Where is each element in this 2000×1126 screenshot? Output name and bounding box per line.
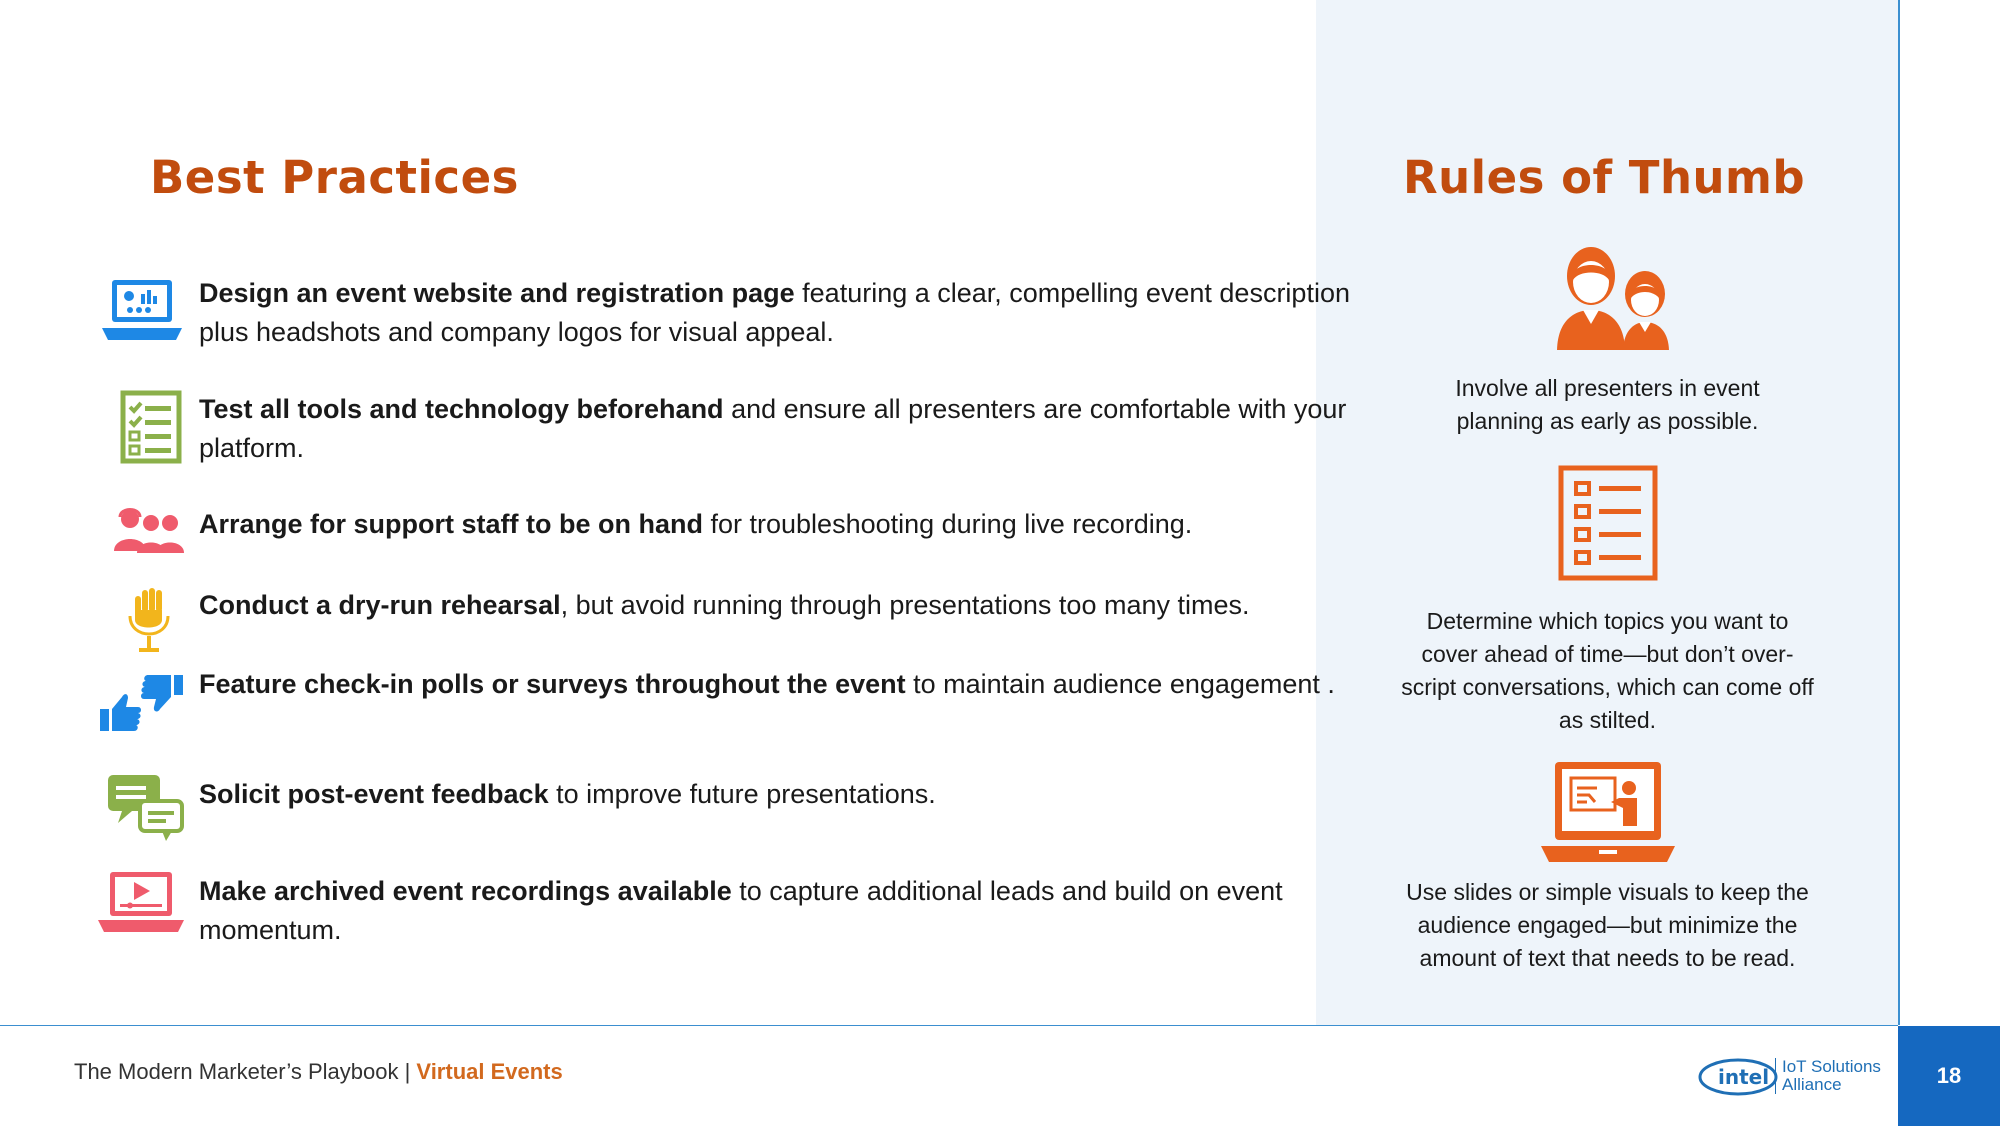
best-practice-item [96, 775, 1296, 865]
intel-logo-text: intel [1718, 1065, 1770, 1089]
item-bold-text: Feature check-in polls or surveys throughout the event [199, 669, 906, 699]
rule-item [1316, 465, 1899, 737]
microphone-hand-icon [96, 586, 188, 666]
footer-separator: | [404, 1059, 411, 1084]
item-bold-text: Arrange for support staff to be on hand [199, 509, 703, 539]
footer-doc-title [74, 1059, 563, 1085]
checklist-icon [96, 390, 188, 470]
chat-bubbles-icon [96, 775, 188, 855]
item-bold-text: Conduct a dry-run rehearsal [199, 590, 561, 620]
topics-list-icon [1556, 465, 1660, 581]
page-number: 18 [1898, 1026, 2000, 1126]
laptop-video-icon [96, 872, 188, 952]
rules-of-thumb-title: Rules of Thumb [1403, 151, 1806, 204]
rule-item [1316, 236, 1899, 438]
best-practice-item [96, 390, 1347, 480]
item-text: featuring a clear, compelling event description plus headshots and company logos for visual appeal. [199, 278, 1350, 347]
laptop-dashboard-icon [96, 274, 188, 354]
support-team-icon [96, 505, 188, 585]
rule-item [1316, 762, 1899, 975]
item-text: , but avoid running through presentations too many times. [560, 590, 1250, 620]
thumbs-up-down-icon [96, 665, 188, 745]
item-text: for troubleshooting during live recording. [703, 509, 1193, 539]
logo-line-1: IoT Solutions [1782, 1057, 1881, 1076]
item-bold-text: Test all tools and technology beforehand [199, 394, 724, 424]
presenters-icon [1543, 236, 1673, 350]
best-practice-item [96, 872, 1296, 962]
item-text: and ensure all presenters are comfortable with your platform. [199, 394, 1347, 463]
rule-text: Determine which topics you want to cover ahead of time—but don’t over-script conversations, which can come off as stilted. [1401, 608, 1814, 733]
rule-text: Involve all presenters in event planning as early as possible. [1455, 375, 1760, 434]
best-practice-item [96, 505, 1296, 595]
item-text: to capture additional leads and build on event momentum. [199, 876, 1283, 945]
best-practice-item [96, 586, 1296, 676]
best-practices-title: Best Practices [150, 151, 519, 204]
laptop-presentation-icon [1541, 762, 1675, 864]
item-bold-text: Make archived event recordings available [199, 876, 732, 906]
footer-playbook-title: The Modern Marketer’s Playbook [74, 1059, 399, 1084]
footer-divider [0, 1025, 1898, 1026]
rule-text: Use slides or simple visuals to keep the audience engaged—but minimize the amount of text that needs to be read. [1406, 879, 1809, 971]
footer-section-name: Virtual Events [416, 1059, 563, 1084]
logo-line-2: Alliance [1782, 1075, 1842, 1094]
iot-solutions-alliance-label [1775, 1058, 1881, 1094]
item-bold-text: Solicit post-event feedback [199, 779, 549, 809]
item-text: to improve future presentations. [548, 779, 936, 809]
best-practice-item [96, 665, 1335, 755]
best-practice-item [96, 274, 1350, 364]
item-text: to maintain audience engagement . [905, 669, 1335, 699]
item-bold-text: Design an event website and registration page [199, 278, 795, 308]
